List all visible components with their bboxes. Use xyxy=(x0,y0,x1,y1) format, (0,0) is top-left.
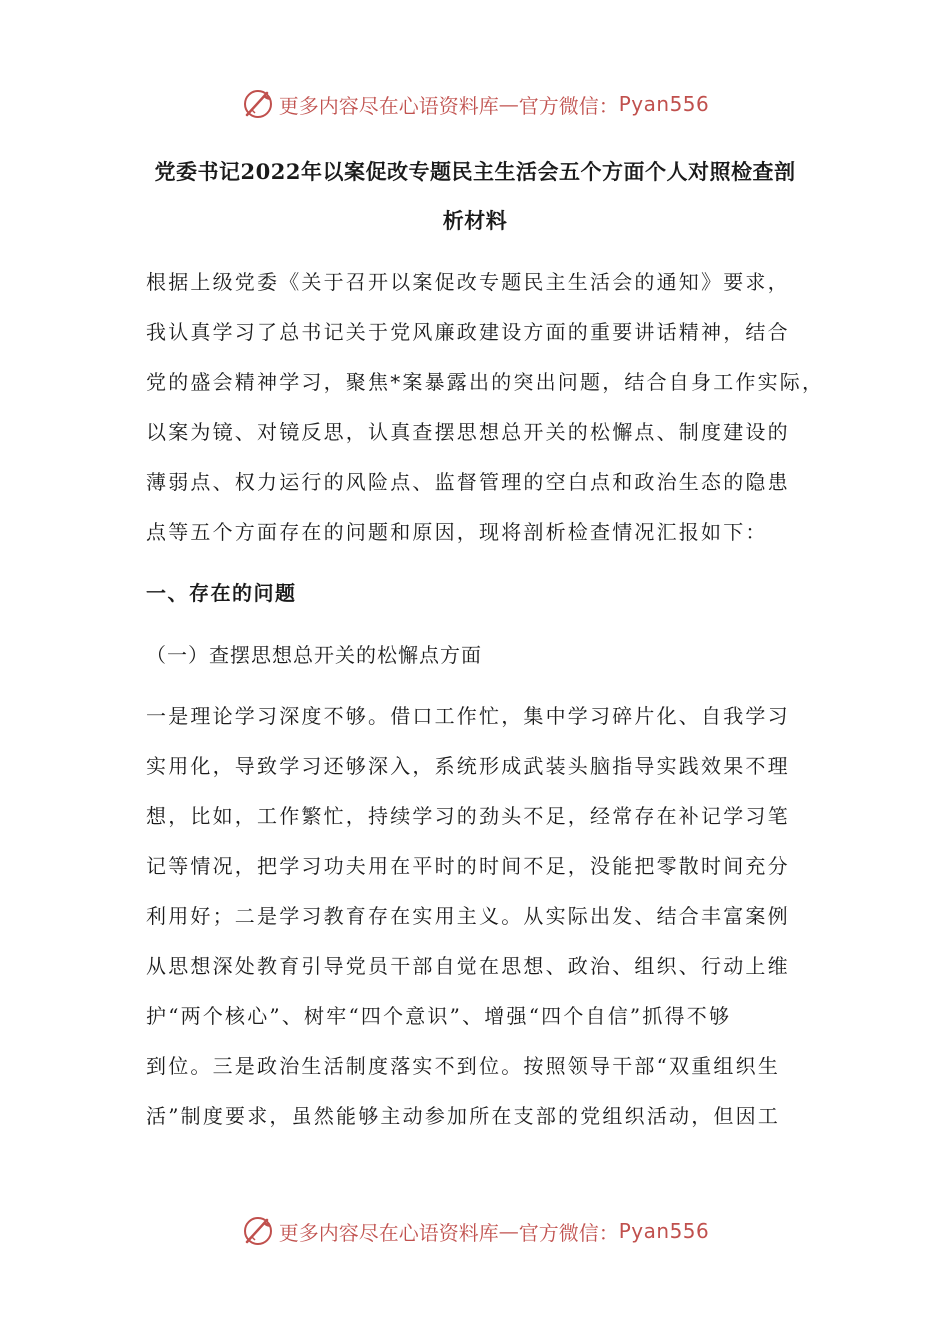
header-banner xyxy=(0,84,950,124)
document-title-line-2: 析材料 xyxy=(442,208,508,233)
paragraph-line: 到位。三是政治生活制度落实不到位。按照领导干部“双重组织生 xyxy=(146,1054,781,1078)
subsection-heading: （一）查摆思想总开关的松懈点方面 xyxy=(146,643,482,667)
paragraph-line: 一是理论学习深度不够。借口工作忙，集中学习碎片化、自我学习 xyxy=(146,704,790,728)
banner-wechat-id: Pyan556 xyxy=(618,1219,710,1243)
intro-line: 我认真学习了总书记关于党风廉政建设方面的重要讲话精神，结合 xyxy=(146,320,790,344)
paragraph-line: 想，比如，工作繁忙，持续学习的劲头不足，经常存在补记学习笔 xyxy=(146,804,790,828)
paragraph-line: 利用好；二是学习教育存在实用主义。从实际出发、结合丰富案例 xyxy=(146,904,790,928)
intro-line: 根据上级党委《关于召开以案促改专题民主生活会的通知》要求， xyxy=(146,270,790,294)
banner-wechat-id: Pyan556 xyxy=(618,92,710,116)
banner-text: 更多内容尽在心语资料库 xyxy=(278,93,499,118)
intro-line: 党的盛会精神学习，聚焦*案暴露出的突出问题，结合自身工作实际， xyxy=(146,370,825,394)
paragraph-line: 护“两个核心”、树牢“四个意识”、增强“四个自信”抓得不够 xyxy=(146,1004,732,1028)
banner-wechat-label: 官方微信： xyxy=(518,1220,619,1245)
footer-banner xyxy=(0,1211,950,1251)
paragraph-line: 从思想深处教育引导党员干部自觉在思想、政治、组织、行动上维 xyxy=(146,954,790,978)
banner-text: 更多内容尽在心语资料库 xyxy=(278,1220,499,1245)
paragraph-line: 实用化，导致学习还够深入，系统形成武装头脑指导实践效果不理 xyxy=(146,754,790,778)
paragraph-line: 记等情况，把学习功夫用在平时的时间不足，没能把零散时间充分 xyxy=(146,854,790,878)
intro-line: 以案为镜、对镜反思，认真查摆思想总开关的松懈点、制度建设的 xyxy=(146,420,790,444)
quill-seal-icon xyxy=(241,1214,275,1248)
banner-dash: — xyxy=(498,1219,519,1243)
document-title-line-1: 党委书记2022年以案促改专题民主生活会五个方面个人对照检查剖 xyxy=(154,159,796,184)
paragraph-line: 活”制度要求，虽然能够主动参加所在支部的党组织活动，但因工 xyxy=(146,1104,781,1128)
intro-line: 薄弱点、权力运行的风险点、监督管理的空白点和政治生态的隐患 xyxy=(146,470,790,494)
banner-wechat-label: 官方微信： xyxy=(518,93,619,118)
quill-seal-icon xyxy=(241,87,275,121)
banner-dash: — xyxy=(498,92,519,116)
section-heading: 一、存在的问题 xyxy=(146,581,297,605)
intro-line: 点等五个方面存在的问题和原因，现将剖析检查情况汇报如下： xyxy=(146,520,768,544)
